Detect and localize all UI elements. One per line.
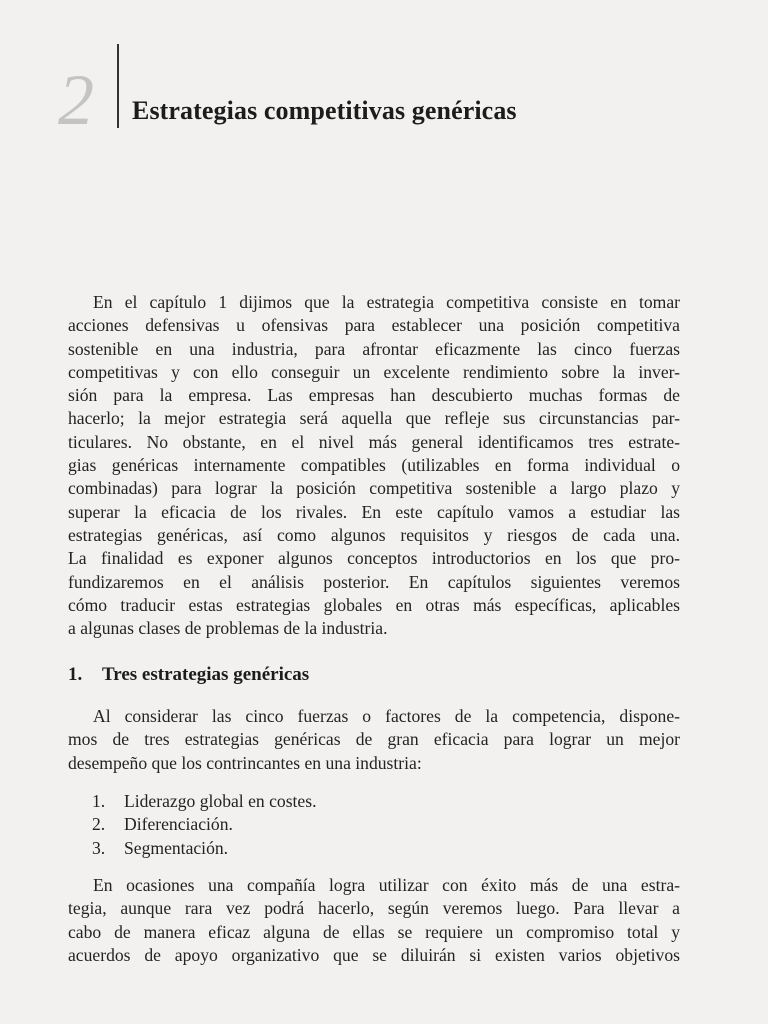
text-line: estrategias genéricas, así como algunos requisitos y riesgos de cada una. xyxy=(68,524,680,545)
text-line: En el capítulo 1 dijimos que la estrategia competitiva consiste en tomar xyxy=(93,292,680,312)
section-paragraph xyxy=(68,705,680,775)
list-item xyxy=(92,790,316,813)
list-item-text: Segmentación. xyxy=(124,837,229,858)
section-number: 1. xyxy=(68,664,83,685)
text-line: sostenible en una industria, para afrontar eficazmente las cinco fuerzas xyxy=(68,338,680,359)
list-item xyxy=(92,813,316,836)
text-line: a algunas clases de problemas de la industria. xyxy=(68,618,388,639)
text-line: combinadas) para lograr la posición competitiva sostenible a largo plazo y xyxy=(68,478,680,499)
text-line: gias genéricas internamente compatibles (utilizables en forma individual o xyxy=(68,455,680,476)
text-line: Al considerar las cinco fuerzas o factores de la competencia, dispone- xyxy=(93,706,680,726)
chapter-divider xyxy=(117,44,119,128)
text-line: tegia, aunque rara vez podrá hacerlo, según veremos luego. Para llevar a xyxy=(68,898,680,919)
text-line: En ocasiones una compañía logra utilizar con éxito más de una estra- xyxy=(93,875,680,895)
chapter-title: Estrategias competitivas genéricas xyxy=(132,96,517,125)
text-line: hacerlo; la mejor estrategia será aquella que refleje sus circunstancias par- xyxy=(68,408,680,429)
text-line: acciones defensivas u ofensivas para establecer una posición competitiva xyxy=(68,315,680,336)
text-line: sión para la empresa. Las empresas han descubierto muchas formas de xyxy=(68,385,680,406)
text-line: La finalidad es exponer algunos conceptos introductorios en los que pro- xyxy=(68,548,680,569)
list-item-text: Liderazgo global en costes. xyxy=(124,791,317,811)
list-item xyxy=(92,837,316,860)
list-item-text: Diferenciación. xyxy=(124,814,233,835)
text-line: acuerdos de apoyo organizativo que se diluirán si existen varios objetivos xyxy=(68,944,680,965)
chapter-number: 2 xyxy=(58,60,88,140)
text-line: superar la eficacia de los rivales. En este capítulo vamos a estudiar las xyxy=(68,501,680,522)
closing-paragraph xyxy=(68,874,680,967)
intro-paragraph xyxy=(68,291,680,640)
list-marker: 3. xyxy=(92,837,106,858)
section-heading xyxy=(68,664,309,686)
text-line: desempeño que los contrincantes en una industria: xyxy=(68,752,422,773)
text-line: mos de tres estrategias genéricas de gran eficacia para lograr un mejor xyxy=(68,729,680,750)
text-line: competitivas y con ello conseguir un excelente rendimiento sobre la inver- xyxy=(68,361,680,382)
text-line: fundizaremos en el análisis posterior. En capítulos siguientes veremos xyxy=(68,571,680,592)
list-marker: 2. xyxy=(92,814,106,835)
text-line: cómo traducir estas estrategias globales en otras más específicas, aplicables xyxy=(68,594,680,615)
text-line: ticulares. No obstante, en el nivel más general identificamos tres estrate- xyxy=(68,431,680,452)
strategies-list xyxy=(92,790,316,860)
list-marker: 1. xyxy=(92,791,106,811)
text-line: cabo de manera eficaz alguna de ellas se requiere un compromiso total y xyxy=(68,921,680,942)
section-title: Tres estrategias genéricas xyxy=(102,664,310,685)
